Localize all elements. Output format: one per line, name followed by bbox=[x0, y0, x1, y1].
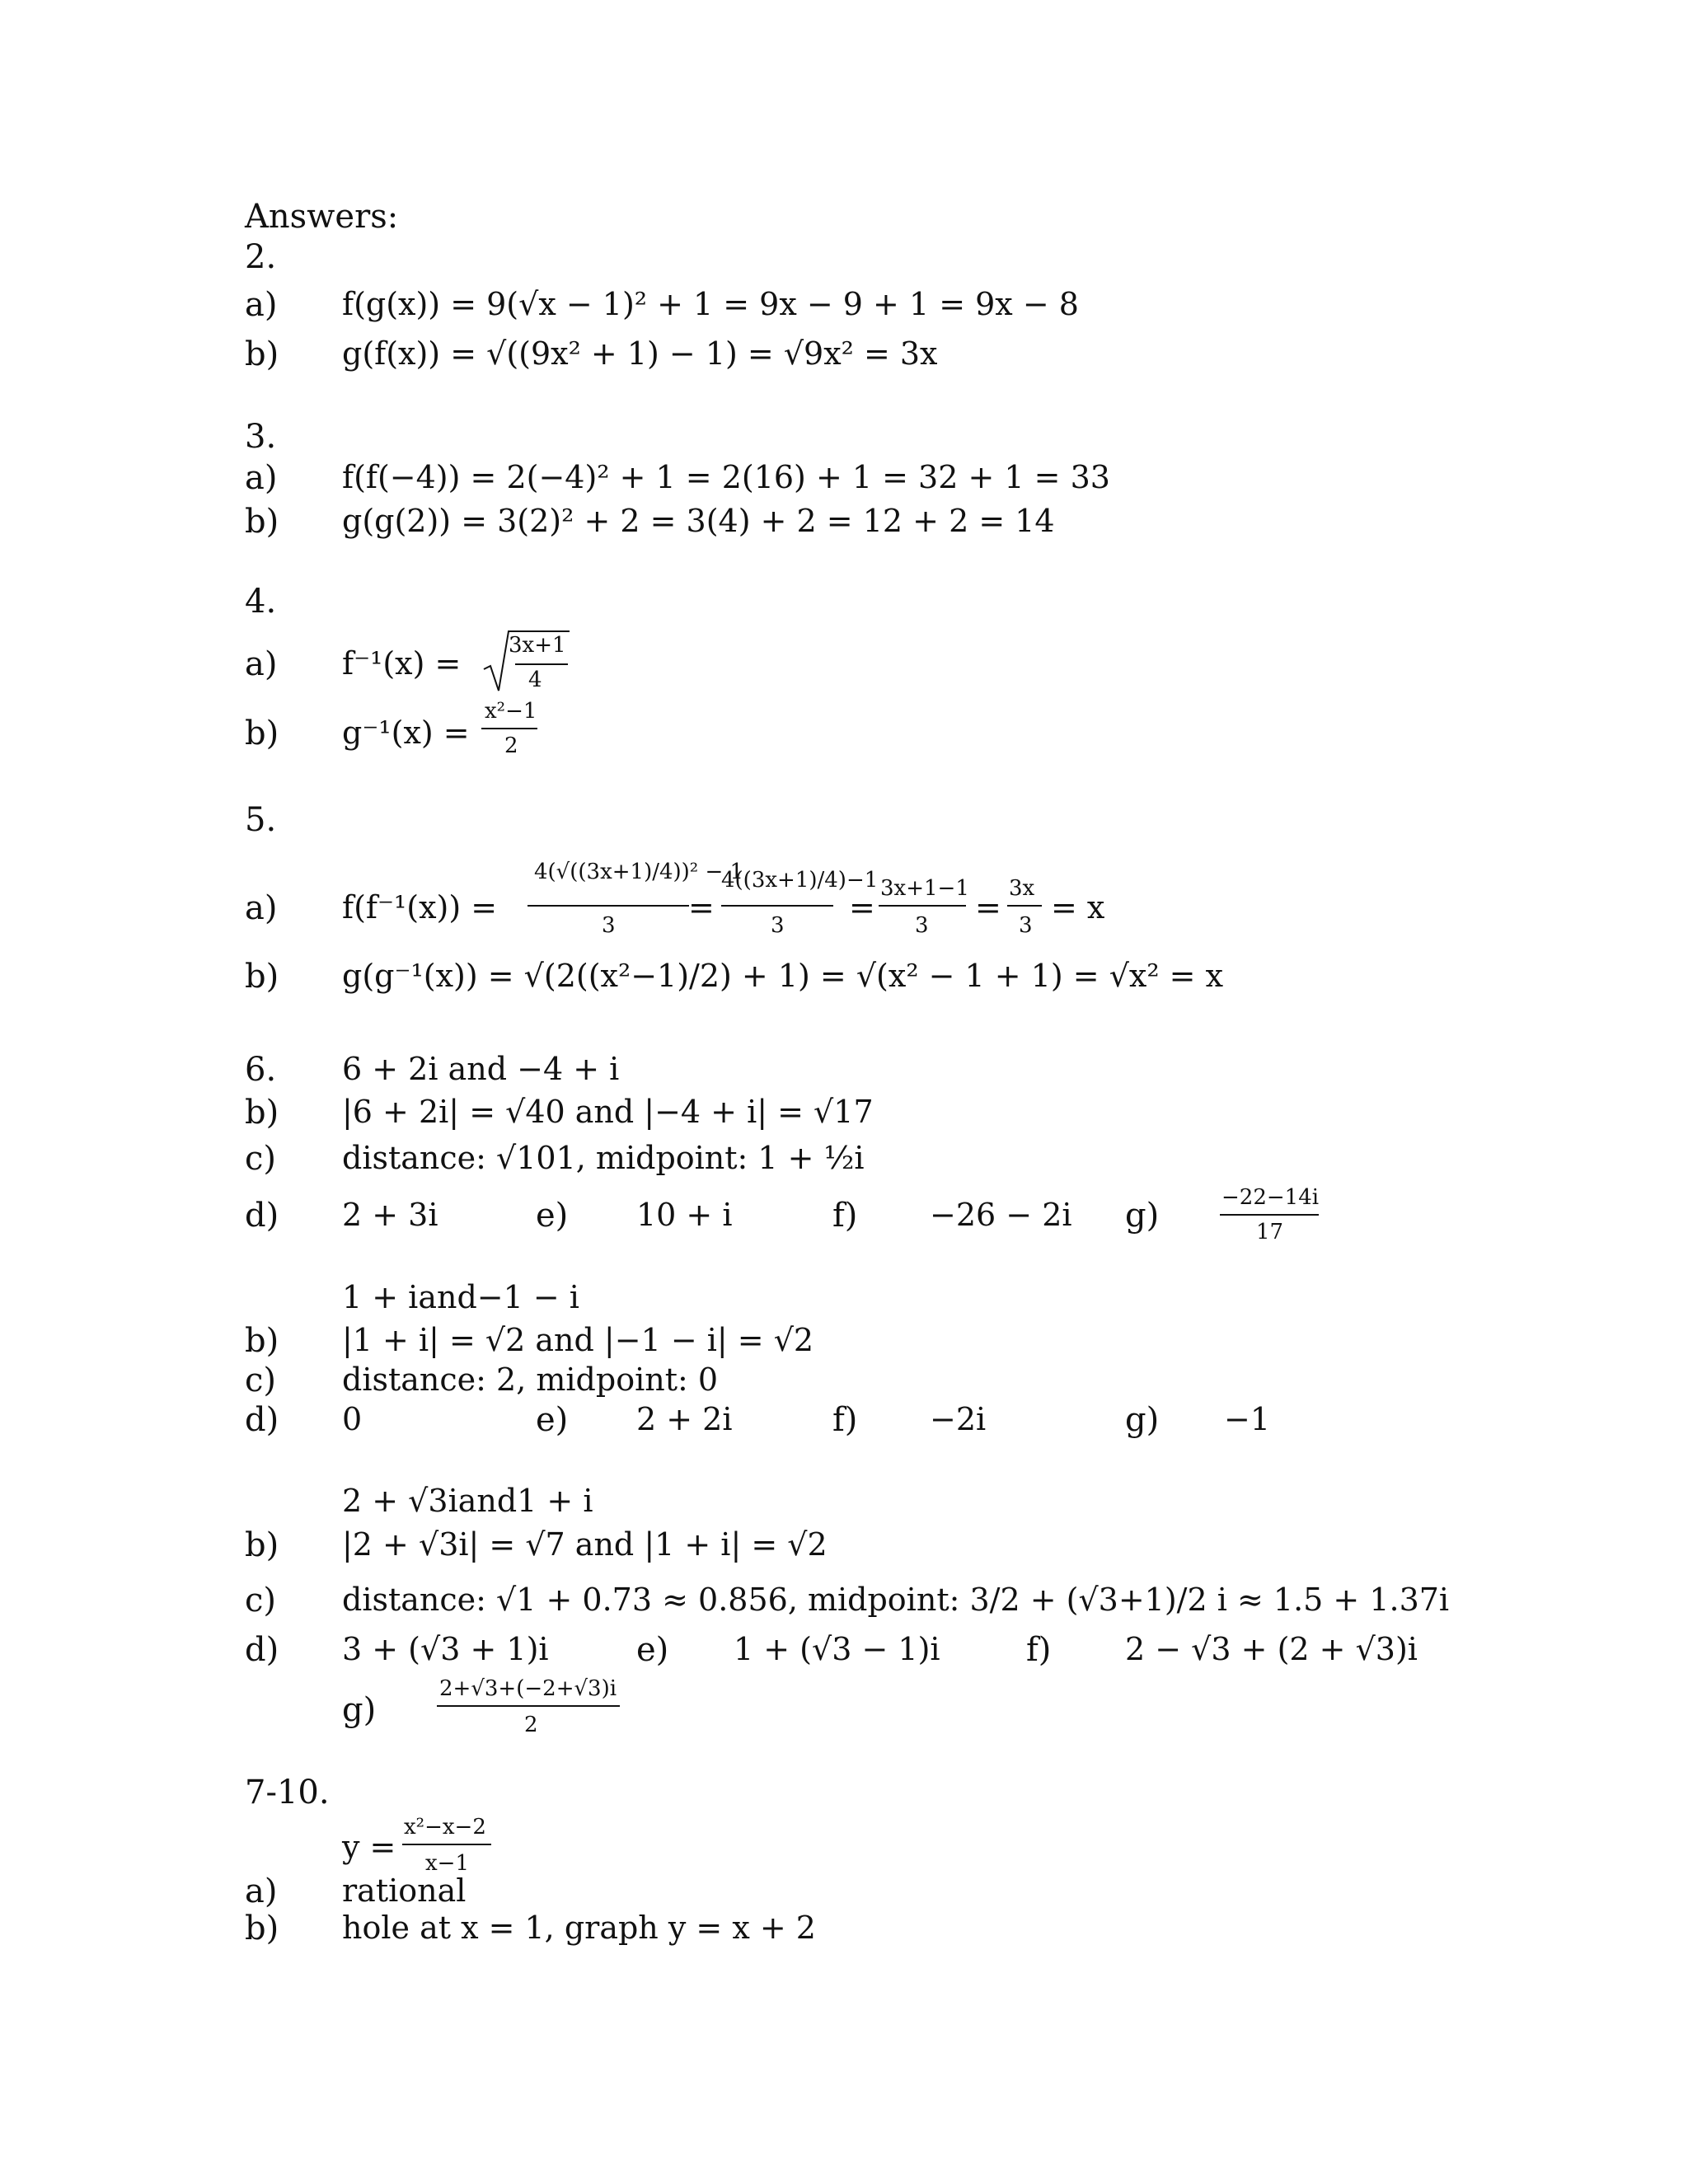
q5-a-lhs: f(f⁻¹(x)) = bbox=[342, 889, 498, 926]
q6b-d-label: d) bbox=[245, 1401, 279, 1439]
q6c-g-label: g) bbox=[342, 1691, 377, 1729]
q5-a-frac1-numerator: 4(√((3x+1)/4))² − 1 bbox=[534, 860, 744, 884]
q4-a-denominator: 4 bbox=[528, 668, 542, 692]
q6-g-denominator: 17 bbox=[1256, 1220, 1284, 1244]
q4-b-lhs: g⁻¹(x) = bbox=[342, 715, 470, 751]
q4-number: 4. bbox=[245, 583, 277, 621]
q6b-c-label: c) bbox=[245, 1361, 277, 1399]
q5-a-frac3-bar bbox=[879, 904, 969, 907]
q6b-g-answer: −1 bbox=[1224, 1401, 1271, 1437]
q5-a-result: = x bbox=[1051, 889, 1105, 926]
q6c-g-denominator: 2 bbox=[524, 1713, 538, 1737]
q2-b-label: b) bbox=[245, 335, 279, 373]
q7-y-denominator: x−1 bbox=[425, 1851, 469, 1876]
q5-a-eq2: = bbox=[849, 889, 875, 926]
q5-a-eq1: = bbox=[688, 889, 715, 926]
q6c-e-label: e) bbox=[636, 1631, 669, 1669]
q5-a-frac4-bar bbox=[1007, 904, 1045, 907]
q6-first-line: 6 + 2i and −4 + i bbox=[342, 1051, 620, 1087]
q6-e-answer: 10 + i bbox=[636, 1197, 733, 1233]
q3-a-label: a) bbox=[245, 459, 278, 497]
q7-y-lhs: y = bbox=[342, 1829, 396, 1865]
q6-b-answer: |6 + 2i| = √40 and |−4 + i| = √17 bbox=[342, 1094, 874, 1130]
q6-d-label: d) bbox=[245, 1197, 279, 1235]
q5-a-eq3: = bbox=[975, 889, 1001, 926]
q6c-c-label: c) bbox=[245, 1582, 277, 1619]
q4-b-label: b) bbox=[245, 715, 279, 752]
q5-a-frac1-bar bbox=[528, 904, 692, 907]
q6c-f-label: f) bbox=[1026, 1631, 1052, 1669]
q7-a-label: a) bbox=[245, 1872, 278, 1910]
q6c-f-answer: 2 − √3 + (2 + √3)i bbox=[1125, 1631, 1418, 1667]
q5-a-frac2-bar bbox=[721, 904, 837, 907]
q6b-f-answer: −2i bbox=[930, 1401, 987, 1437]
q4-b-numerator: x²−1 bbox=[485, 699, 537, 724]
q6-e-label: e) bbox=[536, 1197, 569, 1235]
q6c-b-answer: |2 + √3i| = √7 and |1 + i| = √2 bbox=[342, 1526, 828, 1563]
q5-number: 5. bbox=[245, 801, 277, 839]
q7-number: 7-10. bbox=[245, 1774, 330, 1811]
q5-a-frac3-numerator: 3x+1−1 bbox=[880, 876, 969, 901]
q5-b-label: b) bbox=[245, 958, 279, 996]
q5-a-frac1-denominator: 3 bbox=[602, 913, 616, 938]
q4-a-label: a) bbox=[245, 645, 278, 683]
q3-number: 3. bbox=[245, 418, 277, 456]
q4-b-fraction-bar bbox=[481, 727, 539, 730]
q5-a-label: a) bbox=[245, 889, 278, 927]
q5-a-frac3-denominator: 3 bbox=[915, 913, 929, 938]
q5-a-frac4-denominator: 3 bbox=[1019, 913, 1033, 938]
q6-c-answer: distance: √101, midpoint: 1 + ½i bbox=[342, 1140, 865, 1176]
q6-f-answer: −26 − 2i bbox=[930, 1197, 1072, 1233]
q2-b-answer: g(f(x)) = √((9x² + 1) − 1) = √9x² = 3x bbox=[342, 335, 938, 372]
q3-a-answer: f(f(−4)) = 2(−4)² + 1 = 2(16) + 1 = 32 + 1 = 33 bbox=[342, 459, 1110, 495]
q5-a-frac2-denominator: 3 bbox=[771, 913, 785, 938]
q3-b-label: b) bbox=[245, 503, 279, 541]
q6c-d-answer: 3 + (√3 + 1)i bbox=[342, 1631, 549, 1667]
q6c-g-fraction-bar bbox=[437, 1704, 623, 1708]
q7-y-numerator: x²−x−2 bbox=[404, 1815, 486, 1840]
q6b-d-answer: 0 bbox=[342, 1401, 363, 1437]
q6-f-label: f) bbox=[832, 1197, 858, 1235]
q6c-c-answer: distance: √1 + 0.73 ≈ 0.856, midpoint: 3/2 + (√3+1)/2 i ≈ 1.5 + 1.37i bbox=[342, 1582, 1450, 1618]
q6b-b-answer: |1 + i| = √2 and |−1 − i| = √2 bbox=[342, 1322, 814, 1358]
q5-a-frac2-numerator: 4((3x+1)/4)−1 bbox=[721, 868, 879, 893]
q4-a-lhs: f⁻¹(x) = bbox=[342, 645, 462, 682]
q6-g-label: g) bbox=[1125, 1197, 1160, 1235]
q6b-first-line: 1 + iand−1 − i bbox=[342, 1279, 579, 1315]
q6b-f-label: f) bbox=[832, 1401, 858, 1439]
q2-a-label: a) bbox=[245, 286, 278, 324]
q6b-g-label: g) bbox=[1125, 1401, 1160, 1439]
q6b-e-label: e) bbox=[536, 1401, 569, 1439]
q4-b-denominator: 2 bbox=[504, 733, 518, 758]
q6b-c-answer: distance: 2, midpoint: 0 bbox=[342, 1361, 719, 1398]
q4-a-numerator: 3x+1 bbox=[509, 633, 566, 658]
q6-c-label: c) bbox=[245, 1140, 277, 1178]
q6c-first-line: 2 + √3iand1 + i bbox=[342, 1483, 593, 1519]
q3-b-answer: g(g(2)) = 3(2)² + 2 = 3(4) + 2 = 12 + 2 = 14 bbox=[342, 503, 1055, 539]
q6-number: 6. bbox=[245, 1051, 277, 1089]
q7-y-fraction-bar bbox=[402, 1843, 495, 1846]
q5-a-frac4-numerator: 3x bbox=[1009, 876, 1035, 901]
q2-number: 2. bbox=[245, 238, 277, 276]
q7-b-answer: hole at x = 1, graph y = x + 2 bbox=[342, 1910, 816, 1946]
q5-b-answer: g(g⁻¹(x)) = √(2((x²−1)/2) + 1) = √(x² − 1 + 1) = √x² = x bbox=[342, 958, 1224, 994]
q6c-g-numerator: 2+√3+(−2+√3)i bbox=[439, 1676, 617, 1701]
q2-a-answer: f(g(x)) = 9(√x − 1)² + 1 = 9x − 9 + 1 = 9x − 8 bbox=[342, 286, 1079, 322]
q6c-d-label: d) bbox=[245, 1631, 279, 1669]
q6-g-numerator: −22−14i bbox=[1221, 1185, 1320, 1210]
q7-a-answer: rational bbox=[342, 1872, 467, 1909]
q7-b-label: b) bbox=[245, 1910, 279, 1947]
q6b-b-label: b) bbox=[245, 1322, 279, 1360]
q6-b-label: b) bbox=[245, 1094, 279, 1132]
q6c-e-answer: 1 + (√3 − 1)i bbox=[734, 1631, 940, 1667]
q6-g-fraction-bar bbox=[1220, 1213, 1322, 1216]
answers-heading: Answers: bbox=[245, 198, 399, 236]
q6c-b-label: b) bbox=[245, 1526, 279, 1564]
q6b-e-answer: 2 + 2i bbox=[636, 1401, 733, 1437]
q6-d-answer: 2 + 3i bbox=[342, 1197, 438, 1233]
